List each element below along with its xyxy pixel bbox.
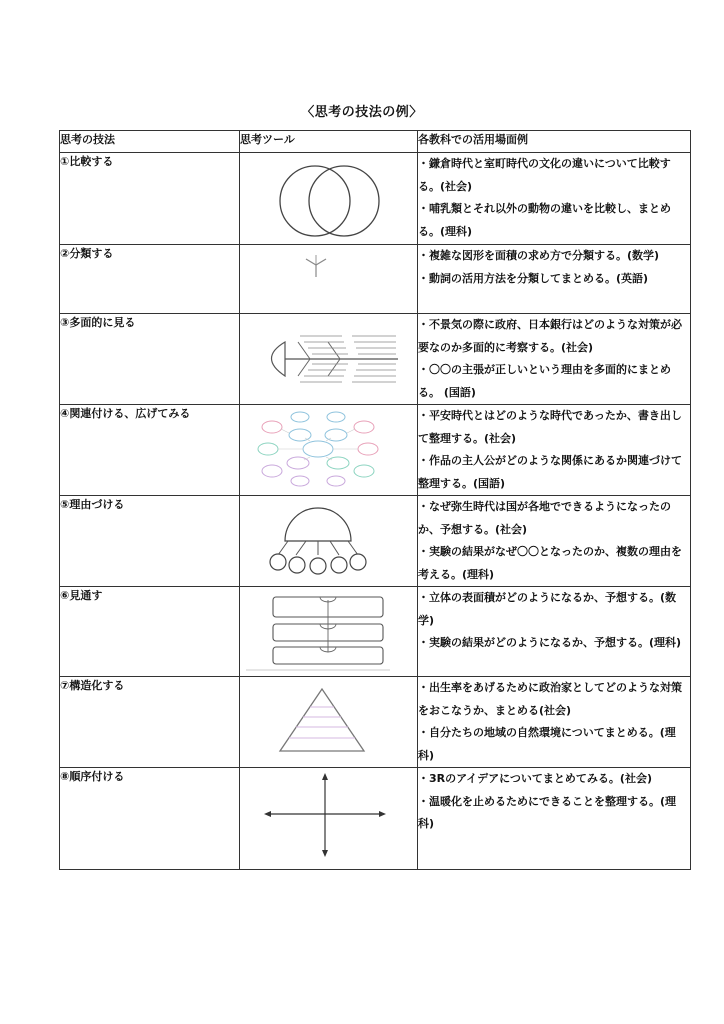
table-header-row [60, 131, 691, 153]
table-row [60, 768, 691, 870]
header-examples: 各教科での活用場面例 [418, 131, 691, 153]
technique-cell: ⑤理由づける [60, 496, 240, 587]
step-chart-icon [240, 587, 418, 676]
pyramid-chart-icon [240, 677, 418, 766]
examples-cell [418, 153, 691, 245]
table-row [60, 314, 691, 405]
example-item: ・実験の結果がどのようになるか、予想する。(理科) [418, 636, 682, 649]
examples-cell [418, 587, 691, 677]
example-item: ・複雑な図形を面積の求め方で分類する。(数学) [418, 249, 660, 262]
page-title: 〈思考の技法の例〉 [301, 105, 423, 120]
concept-map-icon [240, 405, 418, 493]
table-row [60, 587, 691, 677]
example-item: ・出生率をあげるために政治家としてどのような対策をおこなうか、まとめる(社会) [418, 681, 682, 717]
tool-cell [240, 496, 418, 587]
table-row [60, 245, 691, 314]
example-item: ・平安時代とはどのような時代であったか、書き出して整理する。(社会) [418, 409, 682, 445]
examples-cell [418, 768, 691, 870]
example-item: ・哺乳類とそれ以外の動物の違いを比較し、まとめる。(理科) [418, 202, 671, 238]
examples-cell [418, 314, 691, 405]
example-item: ・立体の表面積がどのようになるか、予想する。(数学) [418, 591, 677, 627]
table-row [60, 153, 691, 245]
tool-cell [240, 677, 418, 768]
venn-diagram-icon [240, 153, 418, 244]
examples-cell [418, 245, 691, 314]
table-row [60, 496, 691, 587]
header-technique: 思考の技法 [60, 131, 240, 153]
cross-axis-chart-icon [240, 768, 418, 869]
thinking-techniques-table [59, 130, 691, 870]
examples-cell [418, 405, 691, 496]
table-row [60, 405, 691, 496]
tool-cell [240, 405, 418, 496]
fishbone-diagram-icon [240, 314, 418, 403]
example-item: ・〇〇の主張が正しいという理由を多面的にまとめる。 (国語) [418, 363, 671, 399]
technique-cell: ④関連付ける、広げてみる [60, 405, 240, 496]
tool-cell [240, 314, 418, 405]
jellyfish-chart-icon [240, 496, 418, 584]
tool-cell [240, 587, 418, 677]
example-item: ・自分たちの地域の自然環境についてまとめる。(理科) [418, 726, 676, 762]
technique-cell: ②分類する [60, 245, 240, 314]
technique-cell: ⑦構造化する [60, 677, 240, 768]
tool-cell [240, 153, 418, 245]
example-item: ・動詞の活用方法を分類してまとめる。(英語) [418, 271, 649, 285]
example-item: ・鎌倉時代と室町時代の文化の違いについて比較する。(社会) [418, 157, 671, 193]
technique-cell: ⑧順序付ける [60, 768, 240, 870]
examples-cell [418, 496, 691, 587]
example-item: ・3Rのアイデアについてまとめてみる。(社会) [418, 772, 652, 785]
examples-cell [418, 677, 691, 768]
tool-cell [240, 768, 418, 870]
y-chart-icon [240, 245, 418, 313]
example-item: ・温暖化を止めるためにできることを整理する。(理科) [418, 794, 677, 830]
example-item: ・実験の結果がなぜ〇〇となったのか、複数の理由を考える。(理科) [418, 545, 682, 581]
example-item: ・作品の主人公がどのような関係にあるか関連づけて整理する。(国語) [418, 454, 682, 490]
header-tool: 思考ツール [240, 131, 418, 153]
table-row [60, 677, 691, 768]
example-item: ・不景気の際に政府、日本銀行はどのような対策が必要なのか多面的に考察する。(社会) [418, 318, 682, 354]
technique-cell: ③多面的に見る [60, 314, 240, 405]
technique-cell: ⑥見通す [60, 587, 240, 677]
tool-cell [240, 245, 418, 314]
example-item: ・なぜ弥生時代は国が各地でできるようになったのか、予想する。(社会) [418, 500, 671, 536]
technique-cell: ①比較する [60, 153, 240, 245]
